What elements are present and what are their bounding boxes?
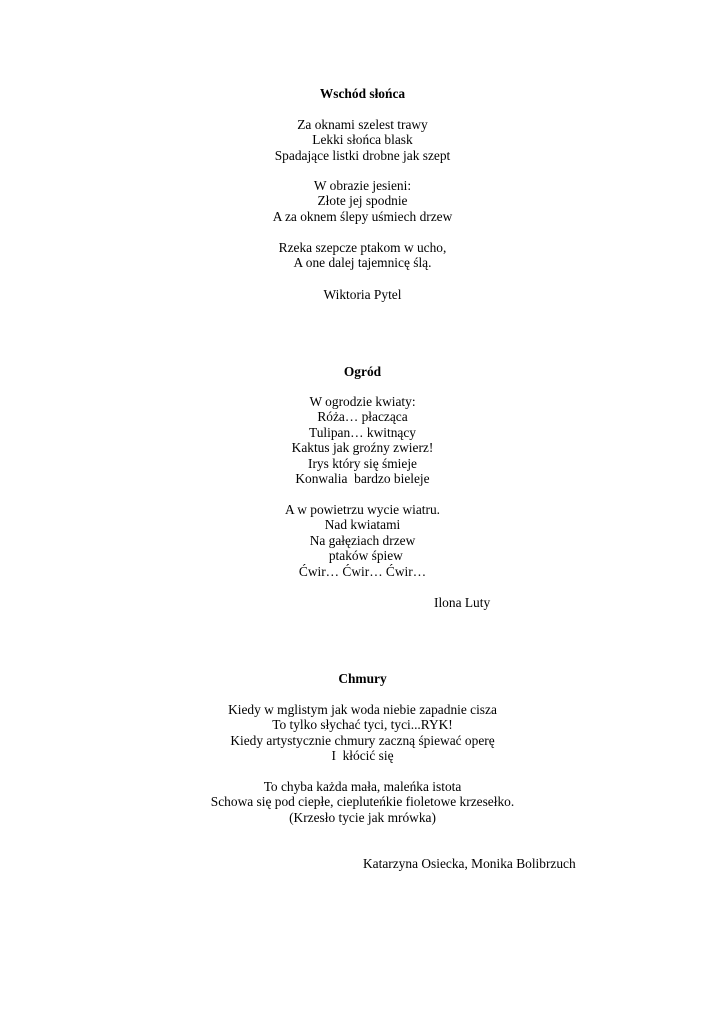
poem-line: A one dalej tajemnicę ślą. bbox=[293, 255, 432, 271]
poem-title: Wschód słońca bbox=[319, 86, 406, 101]
poem-line: Schowa się pod ciepłe, ciepluteńkie fioletowe krzesełko. bbox=[210, 794, 515, 810]
poem-stanza bbox=[0, 702, 725, 764]
poem-line: Kaktus jak groźny zwierz! bbox=[291, 440, 434, 456]
poem-line: Kiedy w mglistym jak woda niebie zapadnie cisza bbox=[228, 702, 497, 717]
poem-line: Róża… płacząca bbox=[317, 409, 408, 425]
poem-title: Ogród bbox=[343, 364, 382, 379]
poem-stanza bbox=[0, 240, 725, 271]
poem-stanza bbox=[0, 394, 725, 486]
poem-stanza bbox=[0, 117, 725, 163]
poem-line: ptaków śpiew bbox=[322, 548, 403, 564]
poem-line: Nad kwiatami bbox=[324, 517, 401, 533]
poem-line: Kiedy artystycznie chmury zaczną śpiewać operę bbox=[230, 732, 495, 748]
poem-line: Konwalia bardzo bieleje bbox=[295, 471, 430, 487]
poem-line: Za oknami szelest trawy bbox=[297, 117, 428, 132]
poem-line: To tylko słychać tyci, tyci...RYK! bbox=[272, 717, 453, 733]
poem-line: Irys który się śmieje bbox=[308, 455, 417, 471]
poem-line: W obrazie jesieni: bbox=[313, 178, 412, 193]
poem-author: Katarzyna Osiecka, Monika Bolibrzuch bbox=[363, 856, 576, 871]
poem-stanza bbox=[0, 779, 725, 825]
poem-line: I kłócić się bbox=[331, 748, 394, 764]
poem-stanza bbox=[0, 178, 725, 224]
poem-line: Tulipan… kwitnący bbox=[308, 424, 416, 440]
poem-title: Chmury bbox=[338, 671, 387, 686]
author-name: Wiktoria Pytel bbox=[323, 287, 402, 302]
poem-line: Spadające listki drobne jak szept bbox=[274, 147, 451, 163]
poem-line: Na gałęziach drzew bbox=[309, 532, 416, 548]
poem-line: To chyba każda mała, maleńka istota bbox=[263, 779, 462, 794]
poem-stanza bbox=[0, 502, 725, 579]
poem-author: Ilona Luty bbox=[434, 595, 491, 610]
poem-line: Rzeka szepcze ptakom w ucho, bbox=[278, 240, 447, 255]
poem-line: Lekki słońca blask bbox=[312, 132, 413, 148]
poem-line: (Krzesło tycie jak mrówka) bbox=[289, 809, 436, 825]
poem-line: Ćwir… Ćwir… Ćwir… bbox=[298, 563, 427, 579]
poem-line: Złote jej spodnie bbox=[317, 193, 408, 209]
poem-line: W ogrodzie kwiaty: bbox=[309, 394, 416, 409]
poem-line: A w powietrzu wycie wiatru. bbox=[284, 502, 441, 517]
poem-line: A za oknem ślepy uśmiech drzew bbox=[272, 208, 453, 224]
poem-author bbox=[0, 287, 725, 302]
